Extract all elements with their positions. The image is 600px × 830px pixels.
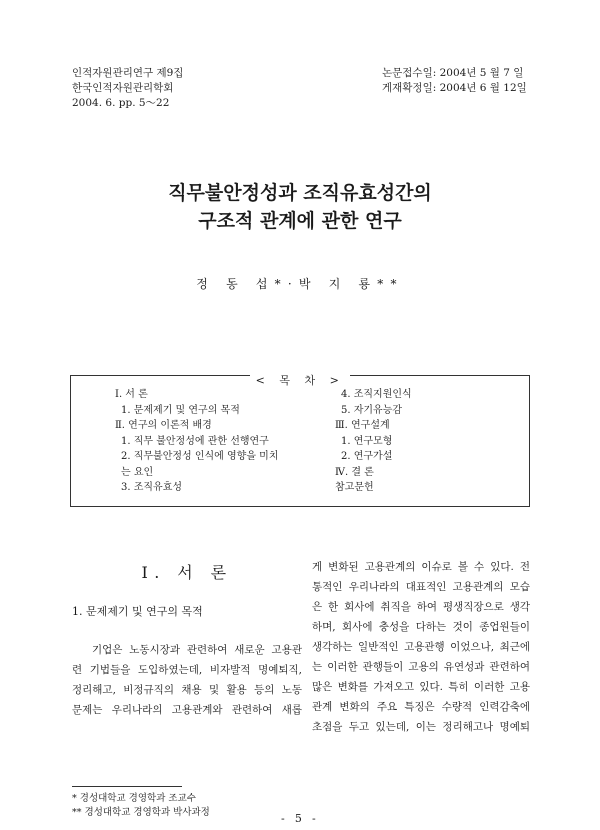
toc-right-column: [335, 387, 495, 496]
toc-item: Ⅲ. 연구설계: [335, 420, 390, 431]
body-line: 문제는 우리나라의 고용관계와 관련하여 새롭: [72, 704, 302, 716]
toc-item: Ⅰ. 서 론: [115, 389, 148, 400]
issue-pages: 2004. 6. pp. 5～22: [72, 97, 170, 109]
section-heading: Ⅰ. 서 론: [141, 563, 233, 582]
footnote-divider: [72, 786, 182, 787]
toc-left-column: [115, 387, 315, 496]
toc-item: 참고문헌: [335, 482, 374, 493]
received-date: 논문접수일: 2004년 5 월 7 일: [382, 67, 524, 79]
toc-item: 3. 조직유효성: [121, 482, 183, 493]
toc-item: Ⅳ. 결 론: [335, 466, 374, 478]
body-line: 초점을 두고 있는데, 이는 정리해고나 명예퇴: [312, 721, 530, 733]
subsection-heading: 1. 문제제기 및 연구의 목적: [72, 605, 203, 618]
body-line: 기업은 노동시장과 관련하여 새로운 고용관: [92, 644, 302, 656]
submission-info: [382, 66, 527, 96]
body-line: 은 한 회사에 취직을 하여 평생직장으로 생각: [312, 601, 530, 613]
footnote-1: * 경성대학교 경영학과 조교수: [72, 793, 196, 804]
body-line: 많은 변화를 가져오고 있다. 특히 이러한 고용: [312, 681, 530, 693]
body-left-column: [72, 640, 302, 720]
toc-item: 는 요인: [121, 466, 154, 478]
toc-item: 4. 조직지원인식: [341, 389, 412, 400]
toc-item: 5. 자기유능감: [341, 404, 403, 416]
body-line: 는 이러한 관행들이 고용의 유연성과 관련하여: [312, 661, 530, 673]
journal-name: 인적자원관리연구 제9집: [72, 67, 184, 79]
author-list: 정 동 섭*·박 지 룡**: [196, 277, 404, 291]
body-line: 통적인 우리나라의 대표적인 고용관계의 모습: [312, 581, 530, 593]
paper-title-line-1: 직무불안정성과 조직유효성간의: [168, 182, 432, 204]
body-right-column: [312, 557, 530, 737]
paper-title-line-2: 구조적 관계에 관한 연구: [198, 210, 402, 232]
body-line: 생각하는 일반적인 고용관행 이었으나, 최근에: [312, 641, 530, 653]
body-line: 하며, 회사에 충성을 다하는 것이 종업원들이: [312, 621, 530, 633]
toc-item: 1. 연구모형: [341, 435, 393, 447]
footnote-2: ** 경성대학교 경영학과 박사과정: [72, 807, 210, 818]
toc-item: Ⅱ. 연구의 이론적 배경: [115, 420, 212, 431]
toc-item: 1. 문제제기 및 연구의 목적: [121, 404, 240, 416]
body-line: 정리해고, 비정규직의 채용 및 활용 등의 노동: [72, 684, 302, 696]
toc-item: 1. 직무 불안정성에 관한 선행연구: [121, 435, 269, 447]
toc-item: 2. 연구가설: [341, 451, 393, 462]
page-number: - 5 -: [281, 812, 319, 825]
body-line: 련 기법들을 도입하였는데, 비자발적 명예퇴직,: [72, 664, 302, 676]
toc-heading-label: < 목 차 >: [250, 374, 351, 387]
society-name: 한국인적자원관리학회: [72, 82, 174, 94]
body-line: 관계 변화의 주요 특징은 수량적 인력감축에: [312, 701, 530, 713]
toc-heading: [0, 369, 600, 388]
body-line: 게 변화된 고용관계의 이슈로 볼 수 있다. 전: [312, 561, 530, 573]
journal-info: [72, 66, 183, 111]
toc-item: 2. 직무불안정성 인식에 영향을 미치: [121, 451, 279, 462]
accepted-date: 게재확정일: 2004년 6 월 12일: [382, 82, 527, 94]
